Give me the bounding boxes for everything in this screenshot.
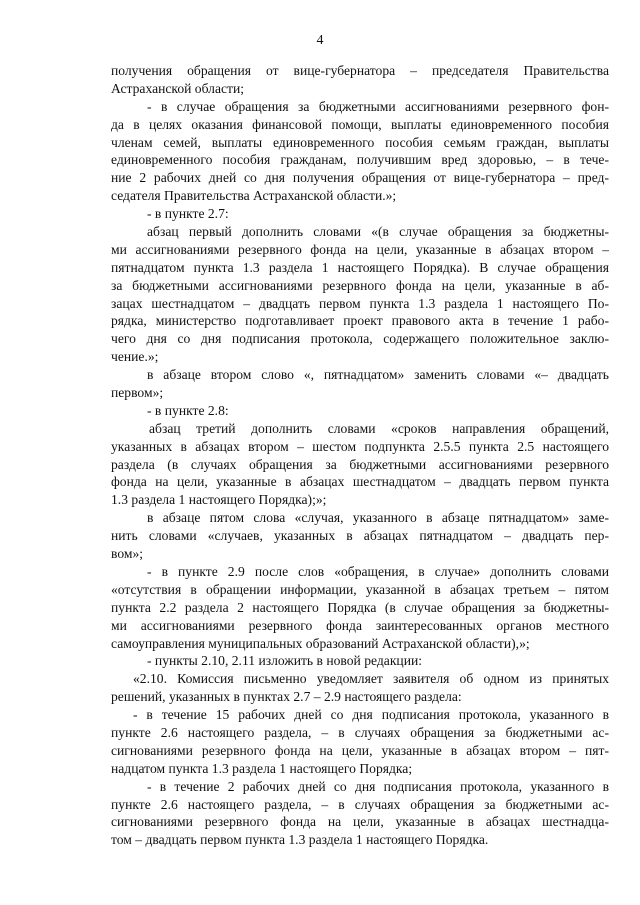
- text-line: том – двадцать первом пункта 1.3 раздела 1 настоящего Порядка.: [111, 832, 489, 848]
- text-line: пункта 2.2 раздела 2 настоящего Порядка (в случае обращения за бюджетны-: [111, 599, 609, 615]
- text-line: - в пункте 2.9 после слов «обращения, в случае» дополнить словами: [147, 563, 609, 579]
- text-line: «отсутствия в обращении информации, указанной в абзацах третьем – пятом: [111, 581, 609, 597]
- text-line: ми ассигнованиями резервного фонда заинтересованных органов местного: [111, 617, 609, 633]
- text-line: получения обращения от вице-губернатора – председателя Правительства: [111, 63, 609, 78]
- text-line: - в пункте 2.8:: [147, 402, 229, 418]
- text-line: рядка, министерство подготавливает проект правового акта в течение 1 рабо-: [111, 313, 609, 329]
- text-line: надцатом пункта 1.3 раздела 1 настоящего Порядка;: [111, 760, 413, 776]
- text-line: самоуправления муниципальных образований Астраханской области),»;: [111, 635, 530, 651]
- text-line: Астраханской области;: [111, 80, 245, 96]
- text-line: ние 2 рабочих дней со дня получения обращения от вице-губернатора – пред-: [111, 170, 609, 186]
- text-line: - в течение 15 рабочих дней со дня подписания протокола, указанного в: [133, 707, 609, 723]
- text-line: абзац первый дополнить словами «(в случае обращения за бюджетны-: [147, 224, 609, 240]
- text-line: вом»;: [111, 546, 144, 562]
- text-line: раздела (в случаях обращения за бюджетными ассигнованиями резервного: [111, 456, 609, 472]
- text-line: решений, указанных в пунктах 2.7 – 2.9 настоящего раздела:: [111, 689, 462, 705]
- text-line: нить словами «случаев, указанных в абзацах пятнадцатом – двадцать пер-: [111, 528, 609, 544]
- text-line: - пункты 2.10, 2.11 изложить в новой редакции:: [147, 653, 423, 669]
- text-line: да в целях оказания финансовой помощи, выплаты единовременного пособия: [111, 116, 609, 132]
- text-line: ми ассигнованиями резервного фонда на цели, указанные в абзацах втором –: [111, 241, 609, 257]
- text-line: седателя Правительства Астраханской области.»;: [111, 188, 397, 204]
- document-body: [111, 62, 609, 849]
- text-line: указанных в абзацах втором – шестом подпункта 2.5.5 пункта 2.5 настоящего: [111, 438, 609, 454]
- text-line: пункте 2.6 настоящего раздела, – в случаях обращения за бюджетными ас-: [111, 796, 609, 812]
- text-line: чего дня со дня подписания протокола, содержащего положительное заклю-: [111, 331, 609, 347]
- text-line: - в течение 2 рабочих дней со дня подписания протокола, указанного в: [147, 778, 609, 794]
- text-line: - в случае обращения за бюджетными ассигнованиями резервного фон-: [147, 98, 609, 114]
- text-line: фонда на цели, указанные в абзацах шестнадцатом – двадцать первом пункта: [111, 474, 609, 490]
- text-line: 1.3 раздела 1 настоящего Порядка);»;: [111, 492, 327, 508]
- page-number: 4: [316, 33, 324, 48]
- text-line: «2.10. Комиссия письменно уведомляет заявителя об одном из принятых: [133, 671, 609, 687]
- text-line: зацах шестнадцатом – двадцать первом пункта 1.3 раздела 1 настоящего По-: [111, 295, 609, 311]
- text-line: чение.»;: [111, 349, 159, 365]
- text-line: сигнованиями резервного фонда на цели, указанные в абзацах шестнадца-: [111, 814, 609, 830]
- text-line: абзац третий дополнить словами «сроков направления обращений,: [149, 420, 609, 436]
- text-line: пятнадцатом пункта 1.3 раздела 1 настоящего Порядка). В случае обращения: [111, 259, 609, 275]
- text-line: первом»;: [111, 385, 164, 401]
- text-line: пункте 2.6 настоящего раздела, – в случаях обращения за бюджетными ас-: [111, 724, 609, 740]
- text-line: членам семей, выплаты единовременного пособия семьям граждан, выплаты: [111, 134, 609, 150]
- text-line: сигнованиями резервного фонда на цели, указанные в абзацах втором – пят-: [111, 742, 609, 758]
- text-line: в абзаце втором слово «, пятнадцатом» заменить словами «– двадцать: [147, 367, 609, 383]
- text-line: - в пункте 2.7:: [147, 206, 229, 222]
- text-line: единовременного пособия гражданам, получившим вред здоровью, – в тече-: [111, 152, 609, 168]
- text-line: за бюджетными ассигнованиями резервного фонда на цели, указанные в аб-: [111, 277, 609, 293]
- text-line: в абзаце пятом слова «случая, указанного в абзаце пятнадцатом» заме-: [147, 510, 609, 526]
